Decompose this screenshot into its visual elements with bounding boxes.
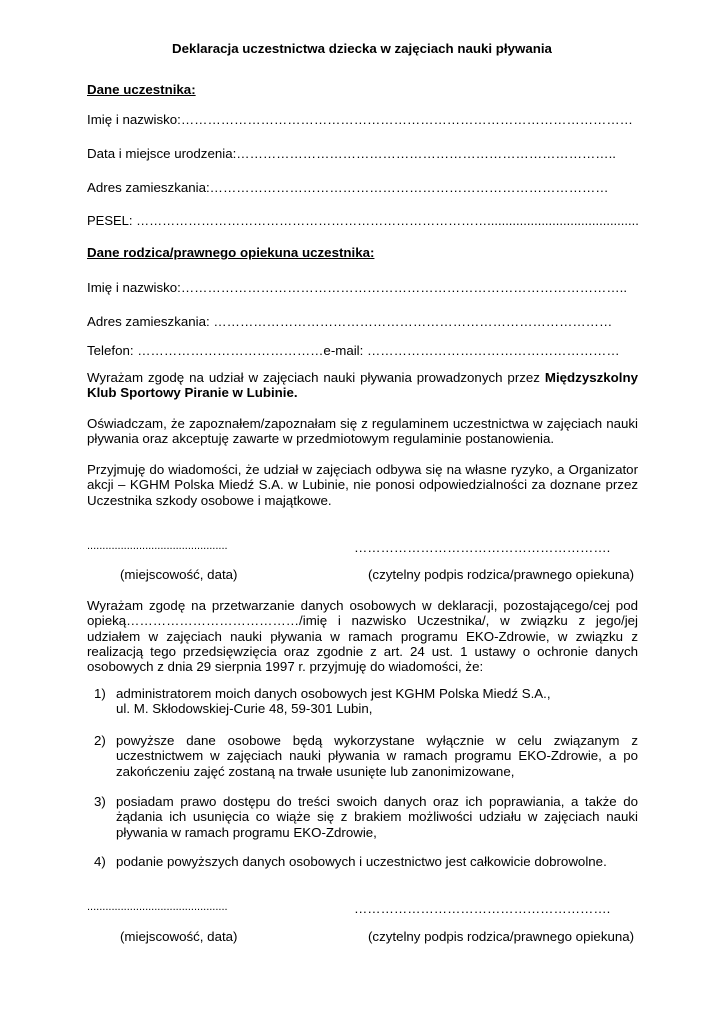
list-item-2-number: 2) (94, 733, 106, 748)
list-item-3: posiadam prawo dostępu do treści swoich danych oraz ich poprawiania, a także do żądania ich usunięcia co wiąże się z brakiem możliwości udziału w zajęciach nauki pływania w ramach programu EKO-Zdrowie, (116, 794, 638, 840)
participant-name-field[interactable]: Imię i nazwisko:………………………………………………………………………………………… (87, 112, 633, 127)
signature-sign-dots[interactable]: …………………………………………………. (354, 540, 611, 555)
participant-address-field[interactable]: Adres zamieszkania:……………………………………………………………………………… (87, 180, 609, 195)
signature-place-dots[interactable]: .............................................. (87, 540, 228, 552)
guardian-contact-field[interactable]: Telefon: ……………………………………e-mail: ………………………………………………… (87, 343, 620, 358)
signature2-sign-label: (czytelny podpis rodzica/prawnego opiekuna) (368, 929, 635, 944)
signature-sign-label: (czytelny podpis rodzica/prawnego opiekuna) (368, 567, 635, 582)
participant-pesel-field[interactable]: PESEL: ……………………………………………………………………….......................................... (87, 213, 639, 228)
statement-paragraph: Oświadczam, że zapoznałem/zapoznałam się z regulaminem uczestnictwa w zajęciach nauki pływania oraz akceptuję zawarte w przedmiotowym regulaminie postanowienia. (87, 416, 638, 447)
list-item-1-number: 1) (94, 686, 106, 701)
signature2-sign-dots[interactable]: …………………………………………………. (354, 901, 611, 916)
guardian-name-field[interactable]: Imię i nazwisko:……………………………………………………………………………………….. (87, 280, 628, 295)
document-title: Deklaracja uczestnictwa dziecka w zajęciach nauki pływania (172, 41, 552, 56)
list-item-1-line-1: administratorem moich danych osobowych jest KGHM Polska Miedź S.A., (116, 686, 551, 701)
guardian-heading: Dane rodzica/prawnego opiekuna uczestnika: (87, 245, 375, 260)
risk-paragraph: Przyjmuję do wiadomości, że udział w zajęciach odbywa się na własne ryzyko, a Organizator akcji – KGHM Polska Miedź S.A. w Lubinie, nie ponosi odpowiedzialności za doznane przez Uczestnika szkody osobowe i majątkowe. (87, 462, 638, 508)
signature-place-label: (miejscowość, data) (120, 567, 238, 582)
club-name: Międzyszkolny Klub Sportowy Piranie w Lubinie. (87, 370, 638, 401)
signature2-place-dots[interactable]: .............................................. (87, 901, 228, 913)
participant-heading: Dane uczestnika: (87, 82, 196, 97)
list-item-3-number: 3) (94, 794, 106, 809)
list-item-1-line-2: ul. M. Skłodowskiej-Curie 48, 59-301 Lubin, (116, 701, 373, 717)
guardian-address-field[interactable]: Adres zamieszkania: ……………………………………………………………………………… (87, 314, 613, 329)
signature2-place-label: (miejscowość, data) (120, 929, 238, 944)
consent-paragraph (87, 370, 638, 401)
consent-text: Wyrażam zgodę na udział w zajęciach nauki pływania prowadzonych przez (87, 370, 545, 385)
list-item-1 (116, 686, 638, 717)
list-item-4: podanie powyższych danych osobowych i uczestnictwo jest całkowicie dobrowolne. (116, 854, 607, 869)
gdpr-paragraph: Wyrażam zgodę na przetwarzanie danych osobowych w deklaracji, pozostającego/cej pod opieką…………………………………/imię i nazwisko Uczestnika/, w związku z jego/jej udziałem w zajęciach nauki pływania w ramach programu EKO-Zdrowie, w związku z realizacją tego przedsięwzięcia oraz zgodnie z art. 24 ust. 1 ustawy o ochronie danych osobowych z dnia 29 sierpnia 1997 r. przyjmuję do wiadomości, że: (87, 598, 638, 675)
participant-birth-field[interactable]: Data i miejsce urodzenia:………………………………………………………………………….. (87, 146, 616, 161)
list-item-4-number: 4) (94, 854, 106, 869)
list-item-2: powyższe dane osobowe będą wykorzystane wyłącznie w celu związanym z uczestnictwem w zajęciach nauki pływania w ramach programu EKO-Zdrowie, a po zakończeniu zajęć zostaną na trwałe usunięte lub zanonimizowane, (116, 733, 638, 779)
